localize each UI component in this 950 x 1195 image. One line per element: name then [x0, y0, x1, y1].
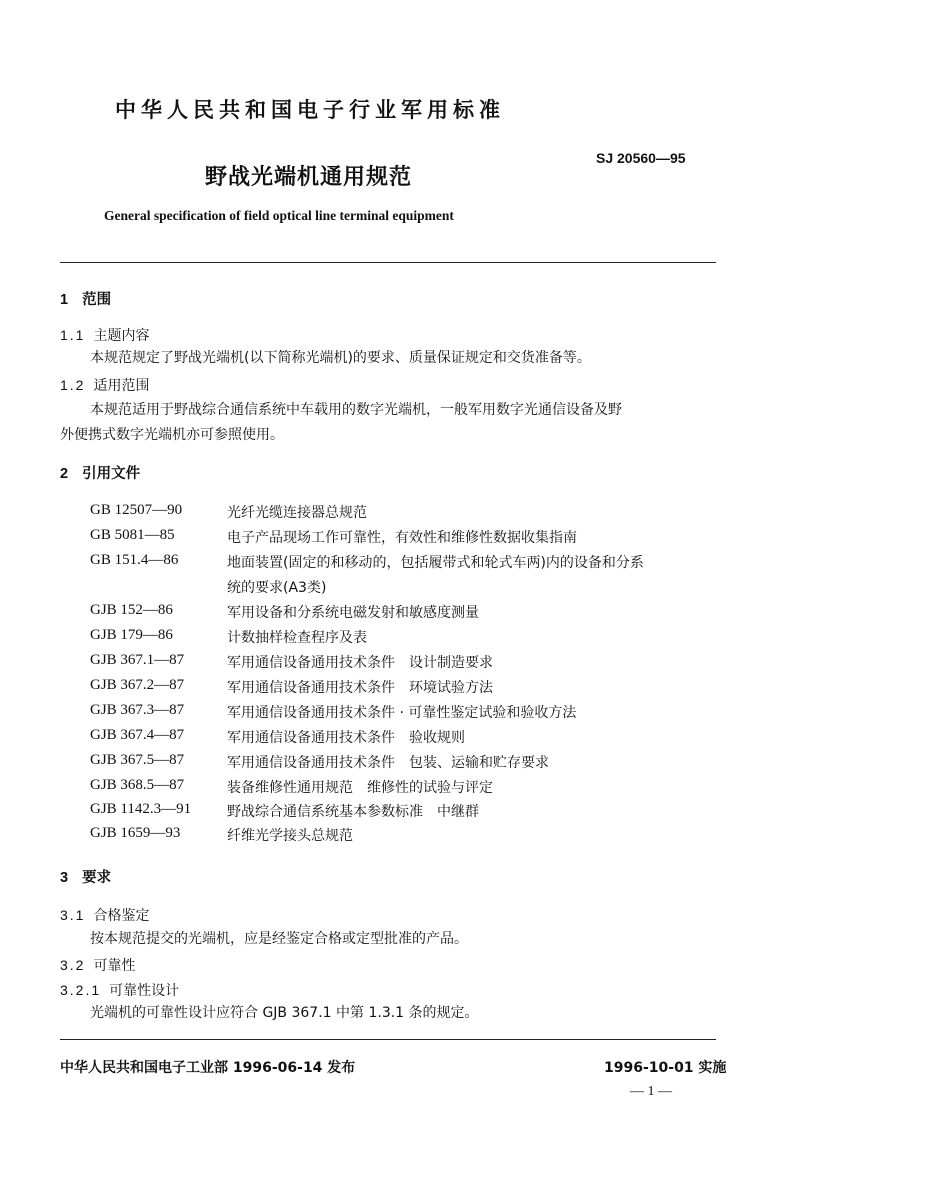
section-number: 1.2: [60, 377, 86, 393]
section-number: 3: [60, 870, 69, 886]
reference-code: GB 12507—90: [90, 502, 183, 518]
section-title: 范围: [82, 292, 112, 308]
section-number: 3.1: [60, 907, 86, 923]
reference-title: 纤维光学接头总规范: [227, 828, 353, 844]
reference-code: GJB 367.4—87: [90, 727, 185, 743]
section-3-1-heading: [60, 905, 149, 925]
reference-code: GB 5081—85: [90, 527, 175, 543]
reference-title: 军用通信设备通用技术条件 环境试验方法: [227, 680, 493, 696]
section-3-1-text: 按本规范提交的光端机，应是经鉴定合格或定型批准的产品。: [90, 931, 468, 947]
reference-title: 军用通信设备通用技术条件 · 可靠性鉴定试验和验收方法: [227, 705, 577, 721]
effective-date: 1996-10-01 实施: [604, 1060, 727, 1076]
reference-code: GJB 1659—93: [90, 825, 181, 841]
reference-title: 军用通信设备通用技术条件 包装、运输和贮存要求: [227, 755, 549, 771]
reference-title: 军用设备和分系统电磁发射和敏感度测量: [227, 605, 479, 621]
section-title: 引用文件: [82, 466, 141, 482]
english-title: General specification of field optical line terminal equipment: [104, 208, 454, 223]
reference-title: 野战综合通信系统基本参数标准 中继群: [227, 804, 479, 820]
reference-code: GJB 1142.3—91: [90, 801, 192, 817]
reference-code: GJB 367.3—87: [90, 702, 185, 718]
reference-code: GJB 179—86: [90, 627, 173, 643]
section-1-2-heading: [60, 375, 149, 395]
section-number: 3.2.1: [60, 982, 102, 998]
section-3-2-1-heading: [60, 980, 179, 1000]
section-3-2-1-text: 光端机的可靠性设计应符合 GJB 367.1 中第 1.3.1 条的规定。: [90, 1005, 479, 1021]
section-number: 2: [60, 466, 69, 482]
document-title: 野战光端机通用规范: [205, 165, 413, 190]
footer-divider: [60, 1039, 716, 1040]
section-title: 可靠性: [93, 958, 136, 974]
section-1-2-text-line1: 本规范适用于野战综合通信系统中车载用的数字光端机，一般军用数字光通信设备及野: [90, 402, 622, 418]
reference-code: GJB 367.5—87: [90, 752, 185, 768]
section-title: 主题内容: [93, 328, 150, 344]
reference-code: GJB 367.1—87: [90, 652, 185, 668]
reference-title: 地面装置(固定的和移动的，包括履带式和轮式车两)内的设备和分系: [227, 555, 644, 571]
section-title: 要求: [82, 870, 112, 886]
reference-title: 军用通信设备通用技术条件 验收规则: [227, 730, 465, 746]
reference-title: 军用通信设备通用技术条件 设计制造要求: [227, 655, 493, 671]
section-2-heading: [60, 462, 140, 483]
section-3-heading: [60, 866, 111, 887]
section-title: 合格鉴定: [93, 908, 150, 924]
section-1-2-text-line2: 外便携式数字光端机亦可参照使用。: [60, 427, 284, 443]
reference-code: GB 151.4—86: [90, 552, 179, 568]
reference-title: 装备维修性通用规范 维修性的试验与评定: [227, 780, 493, 796]
issue-date: 中华人民共和国电子工业部 1996-06-14 发布: [60, 1060, 356, 1076]
section-1-1-text: 本规范规定了野战光端机(以下简称光端机)的要求、质量保证规定和交货准备等。: [90, 350, 591, 366]
header-divider: [60, 262, 716, 263]
header-org-title: 中华人民共和国电子行业军用标准: [115, 98, 505, 122]
reference-title: 光纤光缆连接器总规范: [227, 505, 367, 521]
page-number: — 1 —: [630, 1084, 672, 1099]
reference-title-continued: 统的要求(A3类): [227, 580, 327, 596]
reference-code: GJB 368.5—87: [90, 777, 185, 793]
section-title: 可靠性设计: [109, 983, 180, 999]
section-title: 适用范围: [93, 378, 150, 394]
standard-number: SJ 20560—95: [596, 150, 686, 166]
section-number: 3.2: [60, 957, 86, 973]
section-number: 1: [60, 292, 69, 308]
reference-title: 计数抽样检查程序及表: [227, 630, 367, 646]
section-1-1-heading: [60, 325, 149, 345]
section-1-heading: [60, 288, 111, 309]
section-3-2-heading: [60, 955, 135, 975]
reference-title: 电子产品现场工作可靠性，有效性和维修性数据收集指南: [227, 530, 577, 546]
section-number: 1.1: [60, 327, 86, 343]
reference-code: GJB 152—86: [90, 602, 173, 618]
reference-code: GJB 367.2—87: [90, 677, 185, 693]
